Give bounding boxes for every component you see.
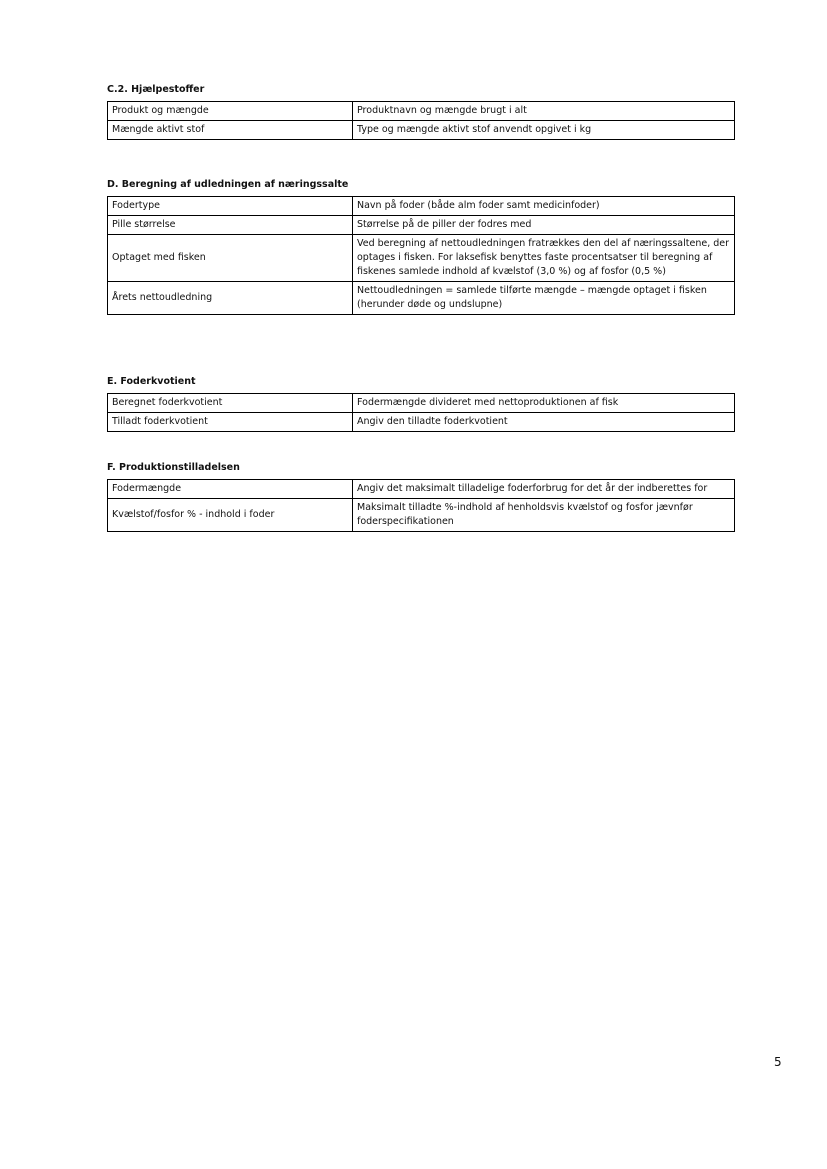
row-description: Type og mængde aktivt stof anvendt opgivet i kg xyxy=(353,121,735,140)
section-title: E. Foderkvotient xyxy=(107,376,196,387)
row-description: Nettoudledningen = samlede tilførte mængde – mængde optaget i fisken (herunder døde og undslupne) xyxy=(353,282,735,315)
row-description: Fodermængde divideret med nettoproduktionen af fisk xyxy=(353,394,735,413)
row-label: Mængde aktivt stof xyxy=(108,121,353,140)
section-hjaelpestoffer xyxy=(107,83,728,140)
row-description: Angiv det maksimalt tilladelige foderforbrug for det år der indberettes for xyxy=(353,480,735,499)
table-row xyxy=(108,197,735,216)
hjaelpestoffer-table xyxy=(107,101,735,140)
table-row xyxy=(108,480,735,499)
row-label: Fodertype xyxy=(108,197,353,216)
row-description: Navn på foder (både alm foder samt medicinfoder) xyxy=(353,197,735,216)
section-beregning xyxy=(107,178,728,315)
table-row xyxy=(108,394,735,413)
row-description: Produktnavn og mængde brugt i alt xyxy=(353,102,735,121)
table-row xyxy=(108,235,735,282)
section-title: D. Beregning af udledningen af næringssalte xyxy=(107,179,349,190)
row-label: Optaget med fisken xyxy=(108,235,353,282)
row-label: Fodermængde xyxy=(108,480,353,499)
row-label: Beregnet foderkvotient xyxy=(108,394,353,413)
table-row xyxy=(108,102,735,121)
section-foderkvotient xyxy=(107,375,728,432)
table-row xyxy=(108,216,735,235)
table-row xyxy=(108,121,735,140)
section-title: F. Produktionstilladelsen xyxy=(107,462,240,473)
section-produktionstilladelsen xyxy=(107,461,728,532)
section-title: C.2. Hjælpestoffer xyxy=(107,84,205,95)
beregning-table xyxy=(107,196,735,315)
row-description: Ved beregning af nettoudledningen fratrækkes den del af næringssaltene, der optages i fisken. For laksefisk benyttes faste procentsatser til beregning af fiskenes samlede indhold af kvælstof (3,0 %) og af fosfor (0,5 %) xyxy=(353,235,735,282)
produktionstilladelsen-table xyxy=(107,479,735,532)
page-number: 5 xyxy=(774,1055,782,1069)
row-label: Tilladt foderkvotient xyxy=(108,413,353,432)
row-description: Maksimalt tilladte %-indhold af henholdsvis kvælstof og fosfor jævnfør foderspecifikationen xyxy=(353,499,735,532)
row-label: Årets nettoudledning xyxy=(108,282,353,315)
table-row xyxy=(108,282,735,315)
row-label: Kvælstof/fosfor % - indhold i foder xyxy=(108,499,353,532)
row-label: Produkt og mængde xyxy=(108,102,353,121)
table-row xyxy=(108,413,735,432)
row-label: Pille størrelse xyxy=(108,216,353,235)
foderkvotient-table xyxy=(107,393,735,432)
table-row xyxy=(108,499,735,532)
row-description: Størrelse på de piller der fodres med xyxy=(353,216,735,235)
row-description: Angiv den tilladte foderkvotient xyxy=(353,413,735,432)
